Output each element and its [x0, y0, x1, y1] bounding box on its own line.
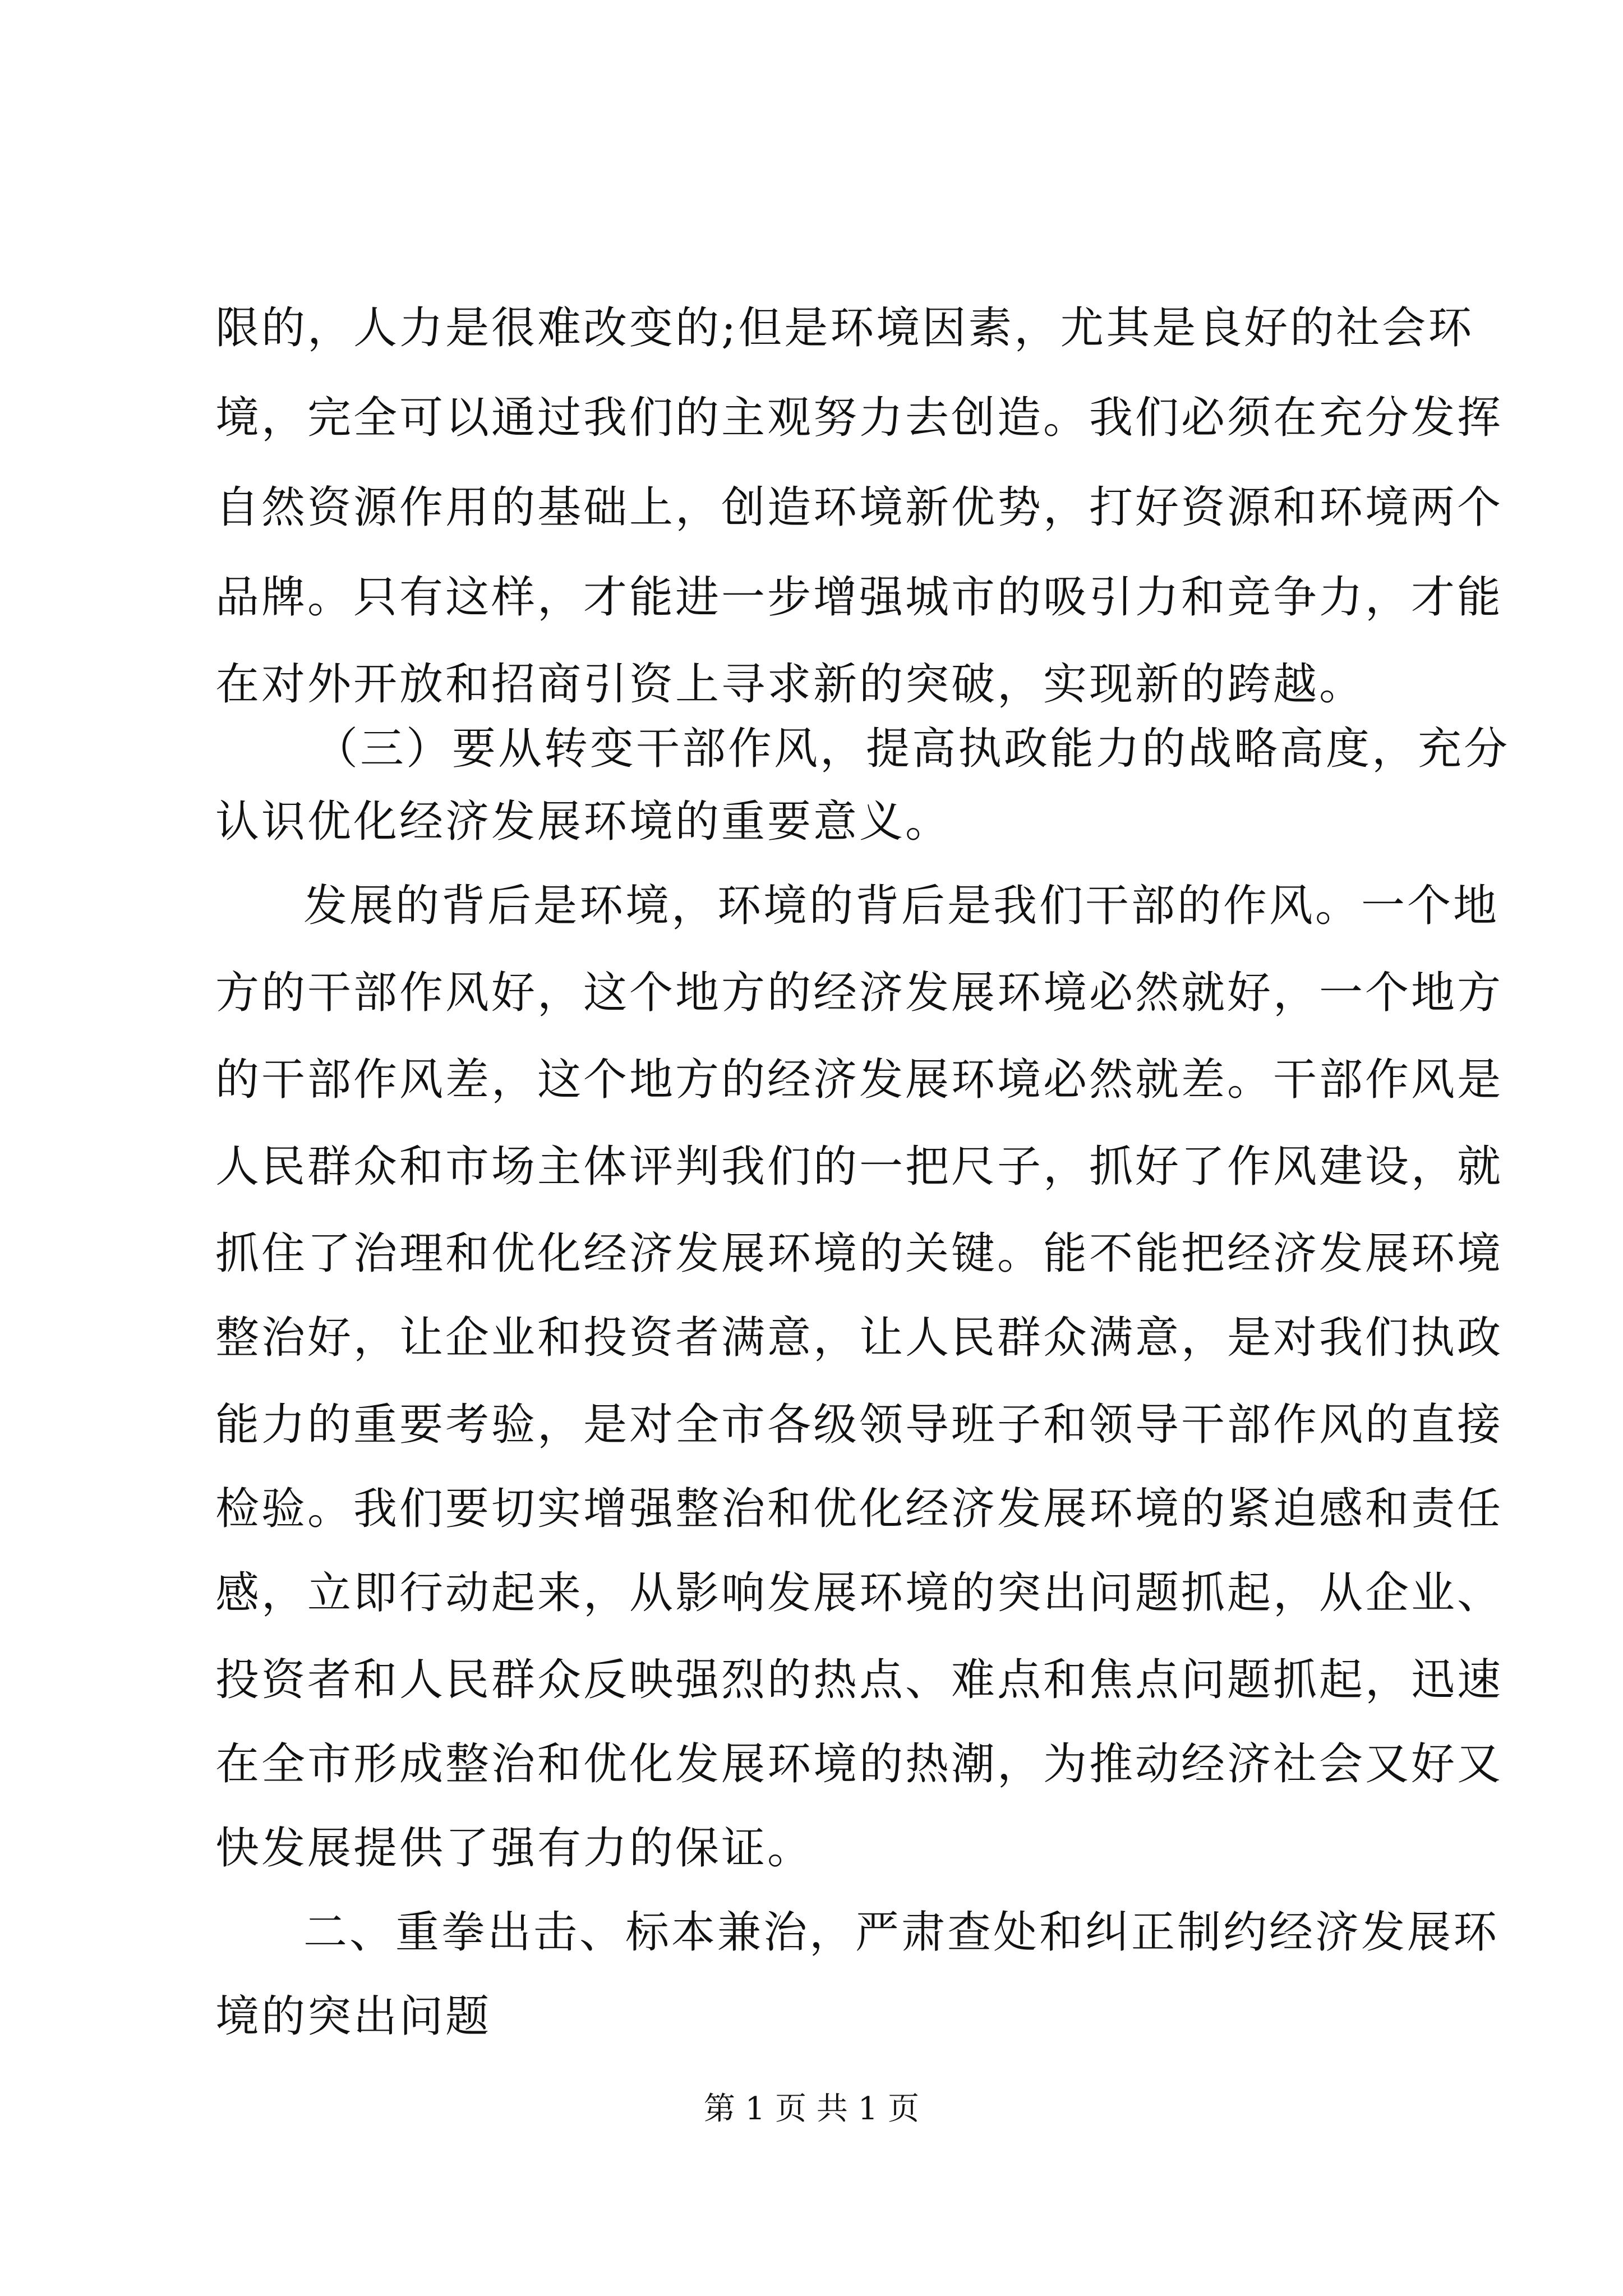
paragraph-3-line-12: 快发展提供了强有力的保证。 — [215, 1823, 814, 1874]
section-heading-3-line-2: 认识优化经济发展环境的重要意义。 — [215, 797, 952, 847]
paragraph-3-line-9: 感，立即行动起来，从影响发展环境的突出问题抓起，从企业、 — [215, 1568, 1504, 1618]
paragraph-3-line-5: 抓住了治理和优化经济发展环境的关键。能不能把经济发展环境 — [215, 1228, 1504, 1279]
paragraph-3-line-8: 检验。我们要切实增强整治和优化经济发展环境的紧迫感和责任 — [215, 1484, 1504, 1534]
paragraph-1-line-3: 自然资源作用的基础上，创造环境新优势，打好资源和环境两个 — [215, 482, 1504, 533]
paragraph-1-line-5: 在对外开放和招商引资上寻求新的突破，实现新的跨越。 — [215, 659, 1366, 710]
section-heading-3-line-1: （三）要从转变干部作风，提高执政能力的战略高度，充分 — [314, 724, 1510, 774]
paragraph-3-line-6: 整治好，让企业和投资者满意，让人民群众满意，是对我们执政 — [215, 1313, 1504, 1363]
paragraph-1-line-1: 限的，人力是很难改变的;但是环境因素，尤其是良好的社会环 — [215, 303, 1474, 353]
paragraph-3-line-4: 人民群众和市场主体评判我们的一把尺子，抓好了作风建设，就 — [215, 1142, 1504, 1192]
section-heading-2-line-1: 二、重拳出击、标本兼治，严肃查处和纠正制约经济发展环 — [303, 1907, 1500, 1958]
paragraph-3-line-1: 发展的背后是环境，环境的背后是我们干部的作风。一个地 — [303, 881, 1500, 931]
page-footer: 第 1 页 共 1 页 — [703, 2091, 920, 2127]
paragraph-3-line-10: 投资者和人民群众反映强烈的热点、难点和焦点问题抓起，迅速 — [215, 1655, 1504, 1705]
paragraph-1-line-4: 品牌。只有这样，才能进一步增强城市的吸引力和竞争力，才能 — [215, 572, 1504, 623]
paragraph-3-line-2: 方的干部作风好，这个地方的经济发展环境必然就好，一个地方 — [215, 968, 1504, 1018]
paragraph-3-line-7: 能力的重要考验，是对全市各级领导班子和领导干部作风的直接 — [215, 1400, 1504, 1450]
section-heading-2-line-2: 境的突出问题 — [215, 1991, 492, 2042]
paragraph-3-line-11: 在全市形成整治和优化发展环境的热潮，为推动经济社会又好又 — [215, 1739, 1504, 1789]
paragraph-3-line-3: 的干部作风差，这个地方的经济发展环境必然就差。干部作风是 — [215, 1055, 1504, 1105]
paragraph-1-line-2: 境，完全可以通过我们的主观努力去创造。我们必须在充分发挥 — [215, 393, 1504, 443]
